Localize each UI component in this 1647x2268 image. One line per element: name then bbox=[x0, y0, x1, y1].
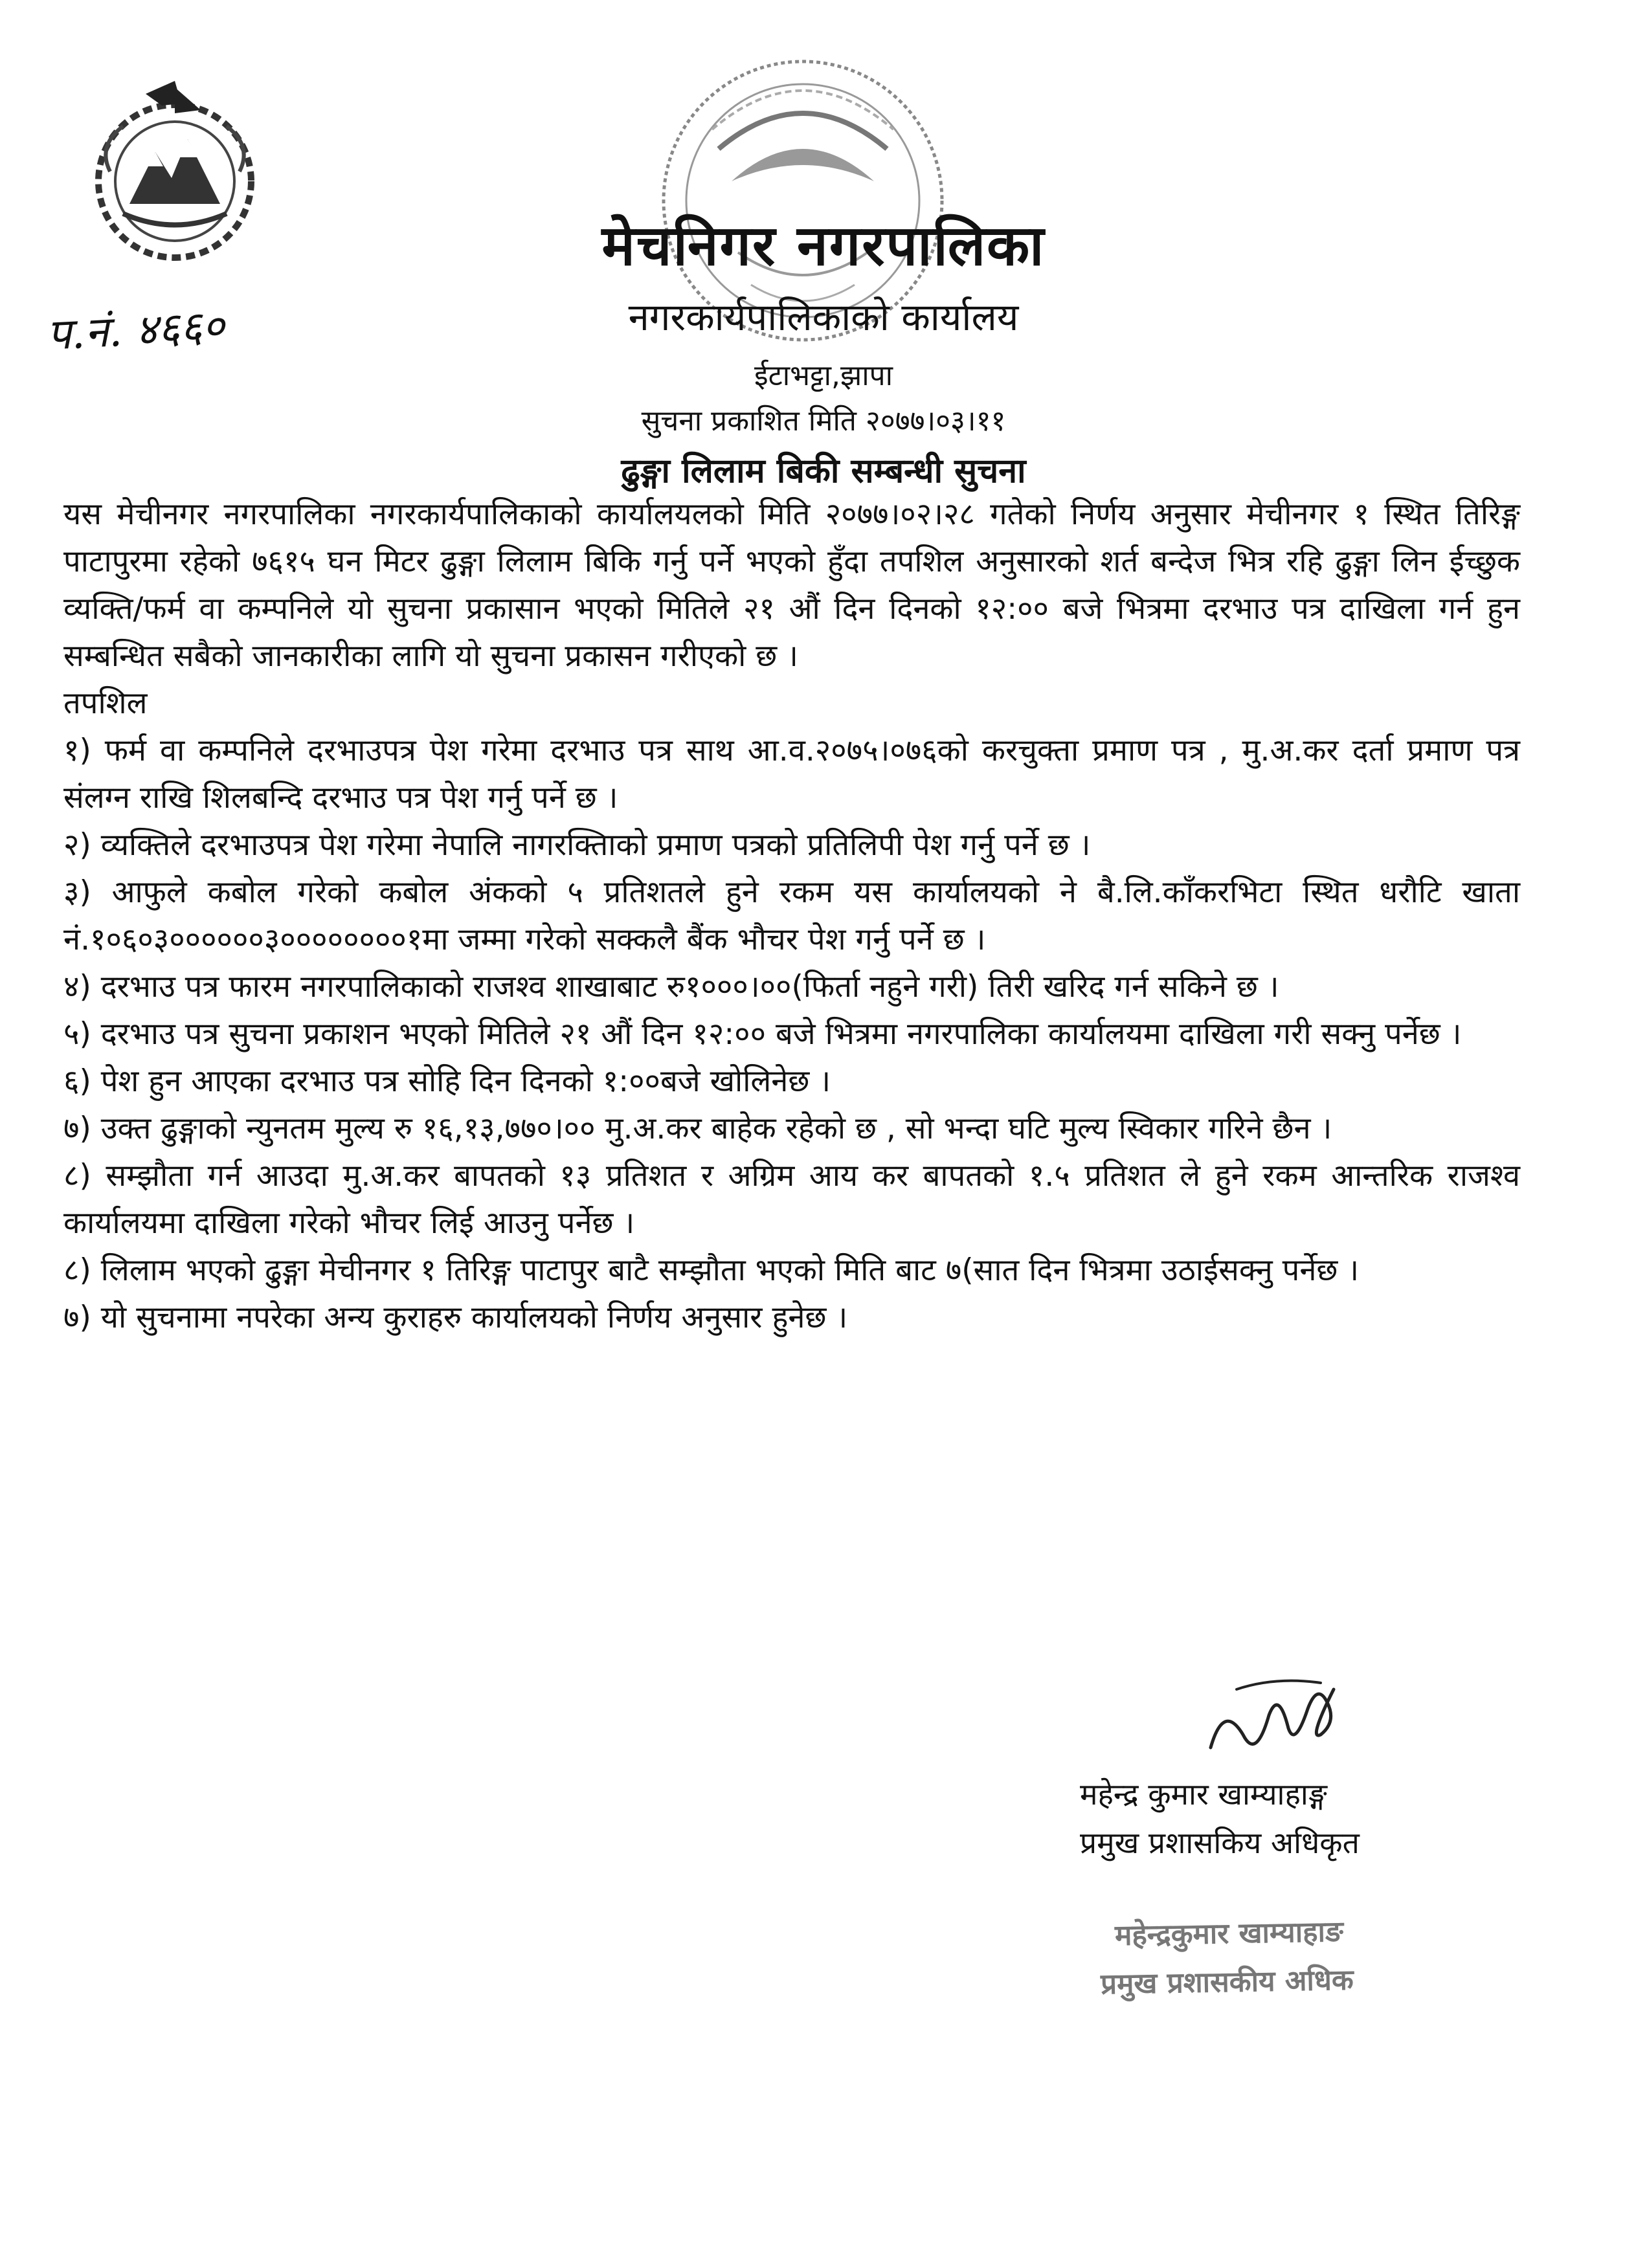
condition-item: ८) सम्झौता गर्न आउदा मु.अ.कर बापतको १३ प्रतिशत र अग्रिम आय कर बापतको १.५ प्रतिशत ले हुने रकम आन्तरिक राजश्व कार्यालयमा दाखिला गरेको भौचर लिई आउनु पर्नेछ । bbox=[63, 1158, 1520, 1241]
notice-body bbox=[63, 491, 1520, 1341]
condition-item: ३) आफुले कबोल गरेको कबोल अंकको ५ प्रतिशतले हुने रकम यस कार्यालयको ने बै.लि.काँकरभिटा स्थित धरौटि खाता नं.१०६०३००००००३००००००००१मा जम्मा गरेको सक्कलै बैंक भौचर पेश गर्नु पर्ने छ । bbox=[63, 874, 1520, 957]
signatory-designation: प्रमुख प्रशासकिय अधिकृत bbox=[1080, 1825, 1360, 1860]
condition-item: ७) उक्त ढुङ्गाको न्युनतम मुल्य रु १६,१३,७७०।०० मु.अ.कर बाहेक रहेको छ , सो भन्दा घटि मुल्य स्विकार गरिने छैन । bbox=[63, 1111, 1332, 1146]
condition-item: ७) यो सुचनामा नपरेका अन्य कुराहरु कार्यालयको निर्णय अनुसार हुनेछ । bbox=[63, 1300, 848, 1335]
signature-icon bbox=[1198, 1663, 1360, 1773]
notice-subject: ढुङ्गा लिलाम बिकी सम्बन्धी सुचना bbox=[621, 452, 1026, 491]
tapashil-heading: तपशिल bbox=[63, 685, 148, 721]
condition-item: ८) लिलाम भएको ढुङ्गा मेचीनगर १ तिरिङ्ग पाटापुर बाटै सम्झौता भएको मिति बाट ७(सात दिन भित्रमा उठाईसक्नु पर्नेछ । bbox=[63, 1252, 1360, 1288]
intro-paragraph: यस मेचीनगर नगरपालिका नगरकार्यपालिकाको कार्यालयलको मिति २०७७।०२।२८ गतेको निर्णय अनुसार मेचीनगर १ स्थित तिरिङ्ग पाटापुरमा रहेको ७६१५ घन मिटर ढुङ्गा लिलाम बिकि गर्नु पर्ने भएको हुँदा तपशिल अनुसारको शर्त बन्देज भित्र रहि ढुङ्गा लिन ईच्छुक व्यक्ति/फर्म वा कम्पनिले यो सुचना प्रकासान भएको मितिले २१ औं दिन दिनको १२:०० बजे भित्रमा दरभाउ पत्र दाखिला गर्न हुन सम्बन्धित सबैको जानकारीका लागि यो सुचना प्रकासन गरीएको छ । bbox=[63, 496, 1520, 674]
condition-item: २) व्यक्तिले दरभाउपत्र पेश गरेमा नेपालि नागरक्तिाको प्रमाण पत्रको प्रतिलिपी पेश गर्नु पर्ने छ । bbox=[63, 827, 1091, 863]
signatory-name: महेन्द्र कुमार खाम्याहाङ्ग bbox=[1080, 1777, 1327, 1812]
condition-item: ६) पेश हुन आएका दरभाउ पत्र सोहि दिन दिनको १:००बजे खोलिनेछ । bbox=[63, 1063, 831, 1099]
condition-item: ४) दरभाउ पत्र फारम नगरपालिकाको राजश्व शाखाबाट रु१०००।००(फिर्ता नहुने गरी) तिरी खरिद गर्न सकिने छ । bbox=[63, 969, 1279, 1005]
reference-number: प.नं. ४६६० bbox=[45, 300, 226, 360]
stamp-designation: प्रमुख प्रशासकीय अधिक bbox=[1100, 1963, 1354, 2001]
condition-item: ५) दरभाउ पत्र सुचना प्रकाशन भएको मितिले २१ औं दिन १२:०० बजे भित्रमा नगरपालिका कार्यालयमा दाखिला गरी सक्नु पर्नेछ । bbox=[63, 1016, 1462, 1052]
office-name: नगरकार्यपालिकाको कार्यालय bbox=[628, 295, 1019, 339]
published-date: सुचना प्रकाशित मिति २०७७।०३।११ bbox=[641, 405, 1006, 438]
office-address: ईटाभट्टा,झापा bbox=[754, 359, 893, 392]
condition-item: १) फर्म वा कम्पनिले दरभाउपत्र पेश गरेमा दरभाउ पत्र साथ आ.व.२०७५।०७६को करचुक्ता प्रमाण पत्र , मु.अ.कर दर्ता प्रमाण पत्र संलग्न राखि शिलबन्दि दरभाउ पत्र पेश गर्नु पर्ने छ । bbox=[63, 733, 1520, 816]
org-name: मेचनिगर नगरपालिका bbox=[601, 214, 1046, 278]
stamp-name: महेन्द्रकुमार खाम्याहाङ bbox=[1114, 1915, 1344, 1953]
